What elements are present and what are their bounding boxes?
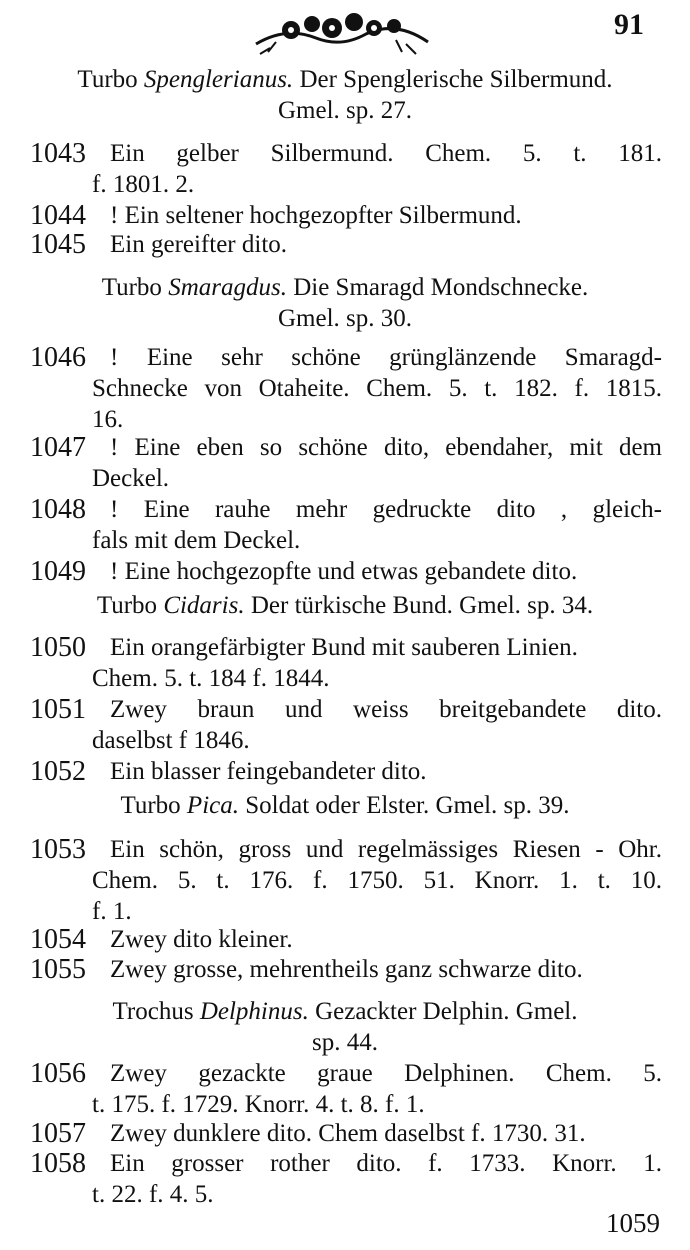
entry-text: Deckel. (92, 465, 170, 492)
entry-number: 1048 (30, 494, 86, 525)
entry-number: 1058 (30, 1148, 86, 1179)
catalog-entry (30, 229, 662, 260)
section-heading: Turbo Pica. Soldat oder Elster. Gmel. sp. 39. (120, 792, 570, 819)
catalog-entry (30, 138, 662, 200)
catalog-entry (30, 632, 662, 694)
entry-text: Zwey braun und weiss breitgebandete dito. (110, 696, 662, 723)
entry-text: t. 175. f. 1729. Knorr. 4. t. 8. f. 1. (92, 1091, 425, 1118)
entry-text: Ein blasser feingebandeter dito. (110, 758, 427, 785)
entry-text: ! Eine sehr schöne grünglänzende Smaragd- (110, 344, 662, 371)
entry-text: Zwey grosse, mehrentheils ganz schwarze dito. (110, 956, 583, 983)
entry-number: 1052 (30, 756, 86, 787)
entry-number: 1043 (30, 138, 86, 169)
section-heading: Turbo Spenglerianus. Der Spenglerische Silbermund. Gmel. sp. 27. (77, 66, 613, 124)
entry-text: Ein orangefärbigter Bund mit sauberen Linien. (110, 634, 578, 661)
entry-text: ! Eine eben so schöne dito, ebendaher, mit dem (110, 434, 662, 461)
catalog-entry (30, 1118, 662, 1149)
entry-number: 1050 (30, 632, 86, 663)
entry-number: 1055 (30, 954, 86, 985)
catalog-entry (30, 954, 662, 985)
catalog-entry (30, 1148, 662, 1210)
entry-text: f. 1801. 2. (92, 171, 195, 198)
catalog-entry (30, 556, 662, 587)
catalog-entry (30, 342, 662, 435)
entry-text: Schnecke von Otaheite. Chem. 5. t. 182. f. 1815. (92, 375, 662, 402)
entry-number: 1045 (30, 229, 86, 260)
entry-number: 1057 (30, 1118, 86, 1149)
section-heading: Turbo Cidaris. Der türkische Bund. Gmel. sp. 34. (96, 592, 594, 619)
catalog-entry (30, 432, 662, 494)
floral-garland-ornament (246, 8, 436, 56)
entry-text: Zwey gezackte graue Delphinen. Chem. 5. (110, 1060, 662, 1087)
page-number: 91 (614, 8, 644, 41)
catalog-entry (30, 494, 662, 556)
catalog-entry (30, 200, 662, 231)
entry-number: 1049 (30, 556, 86, 587)
entry-text: 16. (92, 406, 124, 433)
entry-text: Ein gelber Silbermund. Chem. 5. t. 181. (110, 140, 662, 167)
entry-number: 1047 (30, 432, 86, 463)
entry-number: 1046 (30, 342, 86, 373)
section-heading: Turbo Smaragdus. Die Smaragd Mondschnecke. Gmel. sp. 30. (101, 274, 589, 332)
entry-text: Ein gereifter dito. (110, 231, 288, 258)
entry-number: 1053 (30, 834, 86, 865)
catalog-entry (30, 694, 662, 756)
entry-number: 1054 (30, 924, 86, 955)
entry-text: Chem. 5. t. 176. f. 1750. 51. Knorr. 1. t. 10. (92, 867, 662, 894)
entry-text: t. 22. f. 4. 5. (92, 1181, 214, 1208)
entry-text: f. 1. (92, 898, 132, 925)
entry-text: fals mit dem Deckel. (92, 527, 301, 554)
catchword: 1059 (606, 1208, 660, 1238)
entry-text: Ein grosser rother dito. f. 1733. Knorr. 1. (110, 1150, 662, 1177)
catalog-entry (30, 924, 662, 955)
entry-number: 1056 (30, 1058, 86, 1089)
entry-text: ! Ein seltener hochgezopfter Silbermund. (110, 202, 522, 229)
entry-text: ! Eine rauhe mehr gedruckte dito , gleich- (110, 496, 662, 523)
entry-text: Zwey dunklere dito. Chem daselbst f. 1730. 31. (110, 1120, 586, 1147)
catalog-entry (30, 834, 662, 927)
entry-text: daselbst f 1846. (92, 727, 250, 754)
section-heading: Trochus Delphinus. Gezackter Delphin. Gmel. sp. 44. (112, 998, 578, 1056)
entry-text: Chem. 5. t. 184 f. 1844. (92, 665, 330, 692)
entry-text: ! Eine hochgezopfte und etwas gebandete dito. (110, 558, 578, 585)
entry-text: Zwey dito kleiner. (110, 926, 293, 953)
entry-number: 1044 (30, 200, 86, 231)
entry-text: Ein schön, gross und regelmässiges Riesen - Ohr. (110, 836, 662, 863)
catalog-entry (30, 756, 662, 787)
entry-number: 1051 (30, 694, 86, 725)
catalog-entry (30, 1058, 662, 1120)
